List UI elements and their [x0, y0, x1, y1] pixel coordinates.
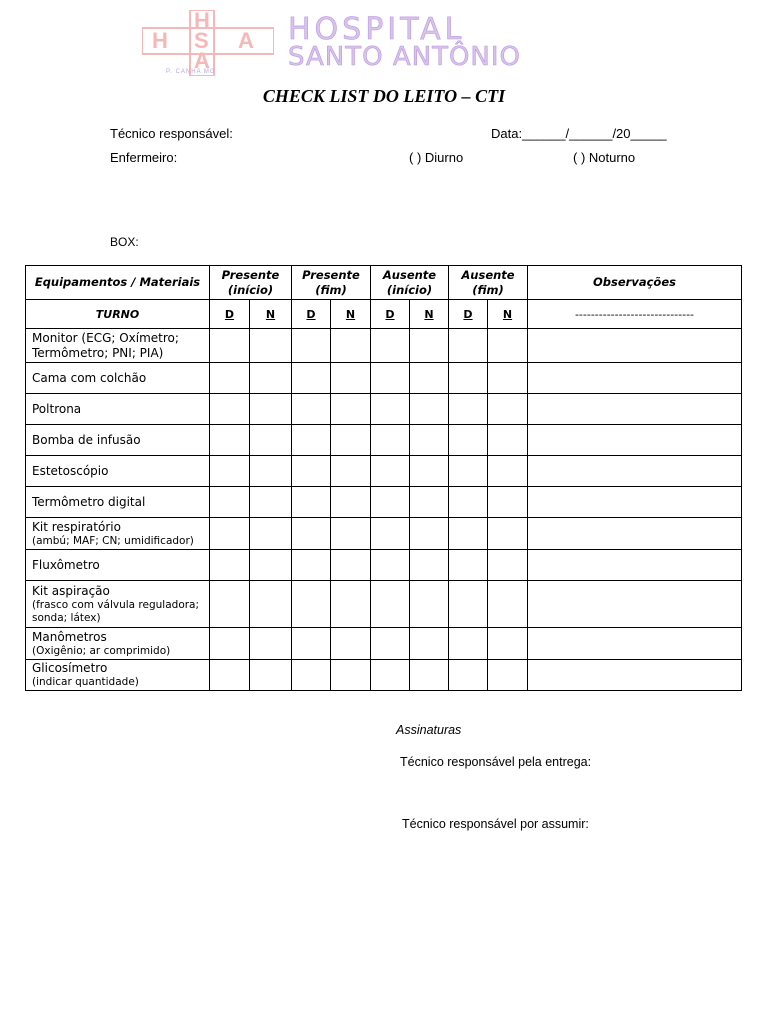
check-cell[interactable] [410, 581, 449, 628]
hsa-cross-logo [142, 10, 274, 76]
check-cell[interactable] [371, 518, 410, 550]
check-cell[interactable] [410, 660, 449, 691]
check-cell[interactable] [410, 425, 449, 456]
check-cell[interactable] [250, 425, 292, 456]
table-row [26, 581, 742, 628]
header-subtext: (fim) [472, 282, 504, 297]
turno-obs-dashes: ------------------------------ [528, 300, 742, 329]
check-cell[interactable] [488, 660, 528, 691]
item-main-label: Manômetros [32, 629, 107, 644]
table-row [26, 487, 742, 518]
header-ausente-fim [449, 266, 528, 300]
check-cell[interactable] [410, 550, 449, 581]
item-sub-label: (indicar quantidade) [32, 676, 139, 688]
logo-letter-h: H [194, 8, 210, 33]
check-cell[interactable] [488, 425, 528, 456]
check-cell[interactable] [488, 487, 528, 518]
observation-cell[interactable] [528, 628, 742, 660]
assinaturas-title: Assinaturas [396, 723, 462, 737]
enfermeiro-label: Enfermeiro: [110, 150, 178, 165]
header-observacoes: Observações [528, 266, 742, 300]
table-row [26, 628, 742, 660]
check-cell[interactable] [292, 660, 331, 691]
check-cell[interactable] [449, 518, 488, 550]
check-cell[interactable] [210, 518, 250, 550]
page-title: CHECK LIST DO LEITO – CTI [262, 86, 506, 106]
item-name [26, 394, 210, 425]
item-main-label: Kit respiratório [32, 519, 121, 534]
check-cell[interactable] [488, 581, 528, 628]
check-cell[interactable] [210, 363, 250, 394]
check-cell[interactable] [210, 487, 250, 518]
check-cell[interactable] [449, 550, 488, 581]
check-cell[interactable] [250, 363, 292, 394]
observation-cell[interactable] [528, 660, 742, 691]
check-cell[interactable] [488, 456, 528, 487]
check-cell[interactable] [210, 581, 250, 628]
check-cell[interactable] [371, 425, 410, 456]
item-name [26, 329, 210, 363]
logo-letter-h-left: H [152, 28, 168, 53]
check-cell[interactable] [331, 518, 371, 550]
check-cell[interactable] [292, 628, 331, 660]
turno-d: D [292, 300, 331, 329]
item-name [26, 550, 210, 581]
item-name [26, 518, 210, 550]
logo-hospital-line1: HOSPITAL [288, 12, 466, 47]
check-cell[interactable] [292, 456, 331, 487]
item-name [26, 487, 210, 518]
check-cell[interactable] [449, 456, 488, 487]
header-ausente-inicio [371, 266, 449, 300]
check-cell[interactable] [410, 456, 449, 487]
check-cell[interactable] [210, 425, 250, 456]
diurno-option: ( ) Diurno [409, 150, 464, 165]
check-cell[interactable] [250, 550, 292, 581]
observation-cell[interactable] [528, 487, 742, 518]
check-cell[interactable] [292, 425, 331, 456]
check-cell[interactable] [410, 518, 449, 550]
check-cell[interactable] [250, 581, 292, 628]
tecnico-label: Técnico responsável: [110, 126, 233, 141]
check-cell[interactable] [449, 660, 488, 691]
check-cell[interactable] [250, 329, 292, 363]
table-row [26, 518, 742, 550]
check-cell[interactable] [250, 628, 292, 660]
table-row [26, 550, 742, 581]
check-cell[interactable] [331, 363, 371, 394]
turno-n: N [250, 300, 292, 329]
item-main-label: Kit aspiração [32, 583, 110, 598]
turno-row [26, 300, 742, 329]
check-cell[interactable] [210, 394, 250, 425]
observation-cell[interactable] [528, 394, 742, 425]
check-cell[interactable] [210, 456, 250, 487]
table-row [26, 456, 742, 487]
check-cell[interactable] [292, 394, 331, 425]
check-cell[interactable] [331, 581, 371, 628]
check-cell[interactable] [331, 628, 371, 660]
turno-n: N [410, 300, 449, 329]
header-subtext: (início) [386, 282, 433, 297]
table-row [26, 394, 742, 425]
noturno-option: ( ) Noturno [573, 150, 636, 165]
check-cell[interactable] [371, 628, 410, 660]
data-field: Data:______/______/20_____ [491, 126, 667, 141]
check-cell[interactable] [449, 425, 488, 456]
check-cell[interactable] [371, 363, 410, 394]
check-cell[interactable] [488, 550, 528, 581]
check-cell[interactable] [210, 628, 250, 660]
check-cell[interactable] [449, 394, 488, 425]
item-main-label: Glicosímetro [32, 661, 108, 675]
hospital-logo [128, 10, 618, 80]
item-main-label: Termômetro digital [32, 494, 146, 509]
observation-cell[interactable] [528, 363, 742, 394]
check-cell[interactable] [371, 660, 410, 691]
item-main-label: Cama com colchão [32, 370, 147, 385]
observation-cell[interactable] [528, 456, 742, 487]
observation-cell[interactable] [528, 425, 742, 456]
check-cell[interactable] [371, 456, 410, 487]
checklist-table [25, 265, 742, 691]
turno-label: TURNO [26, 300, 210, 329]
check-cell[interactable] [331, 456, 371, 487]
table-header-row [26, 266, 742, 300]
check-cell[interactable] [488, 329, 528, 363]
header-text: Presente [302, 267, 360, 282]
header-presente-inicio [210, 266, 292, 300]
signature-entrega: Técnico responsável pela entrega: [400, 755, 592, 769]
check-cell[interactable] [371, 487, 410, 518]
logo-hospital-line2: SANTO ANTÔNIO [288, 42, 521, 72]
logo-letter-a-right: A [238, 28, 254, 53]
check-cell[interactable] [250, 518, 292, 550]
check-cell[interactable] [449, 581, 488, 628]
check-cell[interactable] [210, 550, 250, 581]
item-main-label: Estetoscópio [32, 463, 109, 478]
check-cell[interactable] [371, 329, 410, 363]
check-cell[interactable] [410, 487, 449, 518]
observation-cell[interactable] [528, 329, 742, 363]
turno-d: D [449, 300, 488, 329]
check-cell[interactable] [449, 487, 488, 518]
check-cell[interactable] [331, 394, 371, 425]
signature-assumir: Técnico responsável por assumir: [402, 817, 589, 831]
turno-n: N [331, 300, 371, 329]
logo-city-text: P. CANHA MG [166, 69, 216, 75]
observation-cell[interactable] [528, 518, 742, 550]
header-text: Ausente [382, 267, 437, 282]
header-text: Presente [221, 267, 280, 282]
check-cell[interactable] [449, 628, 488, 660]
table-row [26, 660, 742, 691]
item-sub-label: (ambú; MAF; CN; umidificador) [32, 534, 194, 547]
item-sub-label: (frasco com válvula reguladora; sonda; látex) [32, 598, 200, 624]
check-cell[interactable] [292, 487, 331, 518]
table-row [26, 425, 742, 456]
observation-cell[interactable] [528, 581, 742, 628]
check-cell[interactable] [292, 550, 331, 581]
check-cell[interactable] [410, 628, 449, 660]
check-cell[interactable] [371, 394, 410, 425]
header-presente-fim [292, 266, 371, 300]
item-main-label: Bomba de infusão [32, 432, 141, 447]
check-cell[interactable] [210, 660, 250, 691]
check-cell[interactable] [250, 660, 292, 691]
table-row [26, 363, 742, 394]
turno-n: N [488, 300, 528, 329]
check-cell[interactable] [331, 550, 371, 581]
turno-d: D [371, 300, 410, 329]
logo-letter-s: S [194, 28, 209, 53]
check-cell[interactable] [449, 363, 488, 394]
header-subtext: (fim) [315, 282, 347, 297]
check-cell[interactable] [410, 329, 449, 363]
observation-cell[interactable] [528, 550, 742, 581]
table-row [26, 329, 742, 363]
check-cell[interactable] [410, 394, 449, 425]
item-name [26, 456, 210, 487]
check-cell[interactable] [331, 487, 371, 518]
check-cell[interactable] [331, 329, 371, 363]
check-cell[interactable] [292, 518, 331, 550]
check-cell[interactable] [371, 550, 410, 581]
check-cell[interactable] [331, 425, 371, 456]
header-equipamentos: Equipamentos / Materiais [26, 266, 210, 300]
check-cell[interactable] [449, 329, 488, 363]
item-main-label: Poltrona [32, 401, 82, 416]
check-cell[interactable] [292, 329, 331, 363]
item-name [26, 628, 210, 660]
box-label: BOX: [110, 235, 139, 249]
item-name [26, 660, 210, 691]
check-cell[interactable] [331, 660, 371, 691]
turno-d: D [210, 300, 250, 329]
item-name [26, 363, 210, 394]
check-cell[interactable] [488, 363, 528, 394]
check-cell[interactable] [488, 394, 528, 425]
logo-letter-a: A [194, 48, 210, 73]
check-cell[interactable] [371, 581, 410, 628]
check-cell[interactable] [250, 394, 292, 425]
item-sub-label: (Oxigênio; ar comprimido) [32, 644, 171, 657]
header-subtext: (início) [227, 282, 274, 297]
item-name [26, 425, 210, 456]
item-name [26, 581, 210, 628]
check-cell[interactable] [410, 363, 449, 394]
check-cell[interactable] [210, 329, 250, 363]
check-cell[interactable] [250, 456, 292, 487]
item-main-label: Monitor (ECG; Oxímetro; Termômetro; PNI; PIA) [32, 330, 179, 360]
header-text: Ausente [461, 267, 515, 282]
check-cell[interactable] [292, 581, 331, 628]
item-main-label: Fluxômetro [32, 557, 100, 572]
check-cell[interactable] [250, 487, 292, 518]
check-cell[interactable] [292, 363, 331, 394]
check-cell[interactable] [488, 518, 528, 550]
check-cell[interactable] [488, 628, 528, 660]
